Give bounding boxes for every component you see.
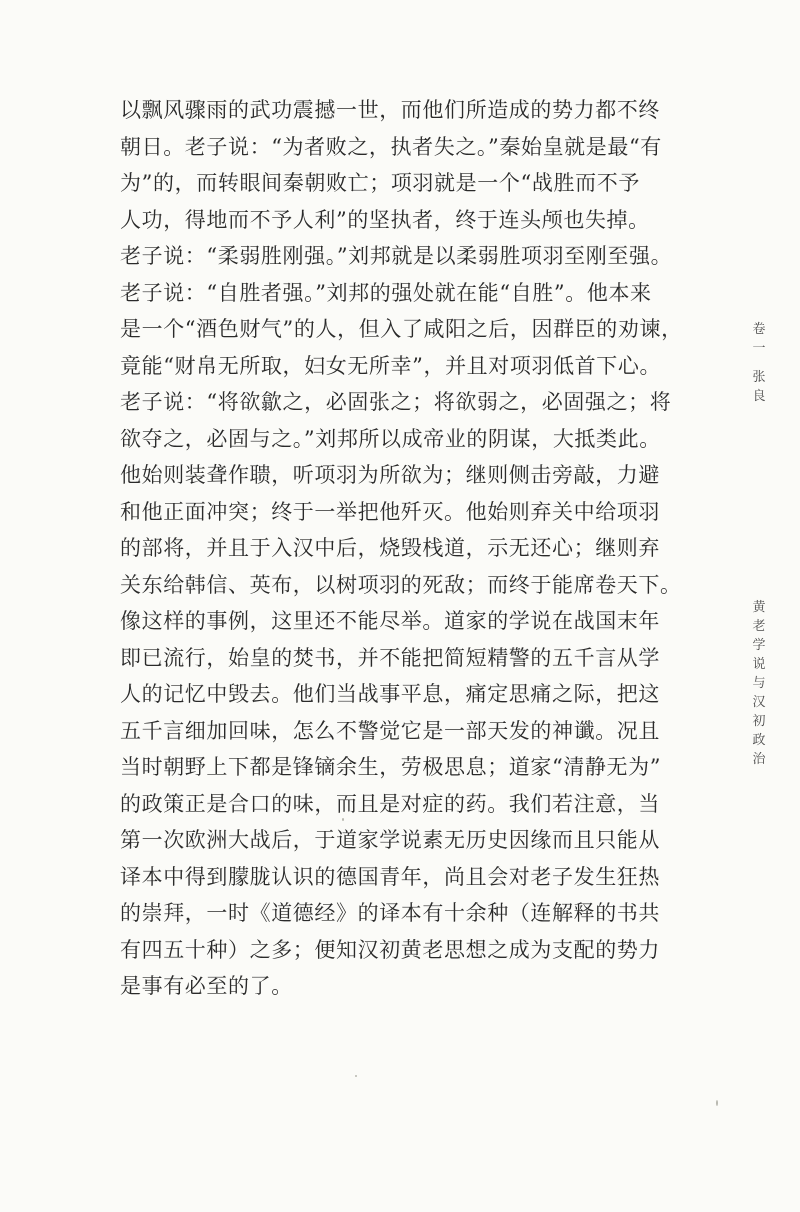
body-text — [120, 92, 683, 1005]
text-line: 老子说：“柔弱胜刚强。”刘邦就是以柔弱胜项羽至刚至强。 — [120, 244, 673, 268]
text-line: 的政策正是合口的味，而且是对症的药。我们若注意，当 — [120, 791, 660, 816]
text-line: 关东给韩信、英布，以树项羽的死敌；而终于能席卷天下。 — [120, 572, 682, 597]
scan-speck — [716, 1100, 718, 1106]
text-line: 的崇拜，一时《道德经》的译本有十余种（连解释的书共 — [120, 901, 660, 925]
text-line: 为”的，而转眼间秦朝败亡；项羽就是一个“战胜而不予 — [120, 171, 640, 195]
text-line: 老子说：“自胜者强。”刘邦的强处就在能“自胜”。他本来 — [120, 280, 652, 305]
text-line: 即已流行，始皇的焚书，并不能把简短精警的五千言从学 — [120, 645, 660, 670]
text-line: 是一个“酒色财气”的人，但入了咸阳之后，因群臣的劝谏， — [120, 317, 683, 341]
text-line: 五千言细加回味，怎么不警觉它是一部天发的神谶。况且 — [120, 718, 660, 743]
text-line: 欲夺之，必固与之。”刘邦所以成帝业的阴谋，大抵类此。 — [120, 426, 661, 451]
text-line: 第一次欧洲大战后，于道家学说素无历史因缘而且只能从 — [120, 828, 660, 852]
running-head-volume — [748, 320, 770, 406]
scan-speck — [342, 818, 344, 821]
text-line: 朝日。老子说：“为者败之，执者失之。”秦始皇就是最“有 — [120, 134, 662, 159]
running-head-spacer — [748, 358, 770, 368]
text-line: 人功，得地而不予人利”的坚执者，终于连头颅也失掉。 — [120, 207, 650, 232]
text-line: 以飘风骤雨的武功震撼一世，而他们所造成的势力都不终 — [120, 98, 660, 122]
text-line: 和他正面冲突；终于一举把他歼灭。他始则弃关中给项羽 — [120, 499, 660, 524]
volume-label: 卷一 — [752, 322, 766, 356]
text-line: 人的记忆中毁去。他们当战事平息，痛定思痛之际，把这 — [120, 682, 660, 706]
text-line: 是事有必至的了。 — [120, 974, 293, 998]
text-line: 像这样的事例，这里还不能尽举。道家的学说在战国末年 — [120, 609, 660, 633]
book-title-label: 黄老学说与汉初政治 — [752, 600, 766, 767]
text-line: 老子说：“将欲歙之，必固张之；将欲弱之，必固强之；将 — [120, 390, 672, 414]
running-head-book-title — [748, 598, 770, 769]
text-line: 有四五十种）之多；便知汉初黄老思想之成为支配的势力 — [120, 937, 660, 962]
text-line: 的部将，并且于入汉中后，烧毁栈道，示无还心；继则弃 — [120, 536, 660, 560]
text-line: 当时朝野上下都是锋镝余生，劳极思息；道家“清静无为” — [120, 755, 662, 779]
text-line: 译本中得到朦胧认识的德国青年，尚且会对老子发生狂热 — [120, 864, 660, 889]
text-line: 竟能“财帛无所取，妇女无所幸”，并且对项羽低首下心。 — [120, 353, 662, 378]
chapter-label: 张良 — [752, 370, 766, 404]
scan-speck — [355, 1075, 357, 1077]
text-line: 他始则装聋作聩，听项羽为所欲为；继则侧击旁敲，力避 — [120, 463, 660, 487]
